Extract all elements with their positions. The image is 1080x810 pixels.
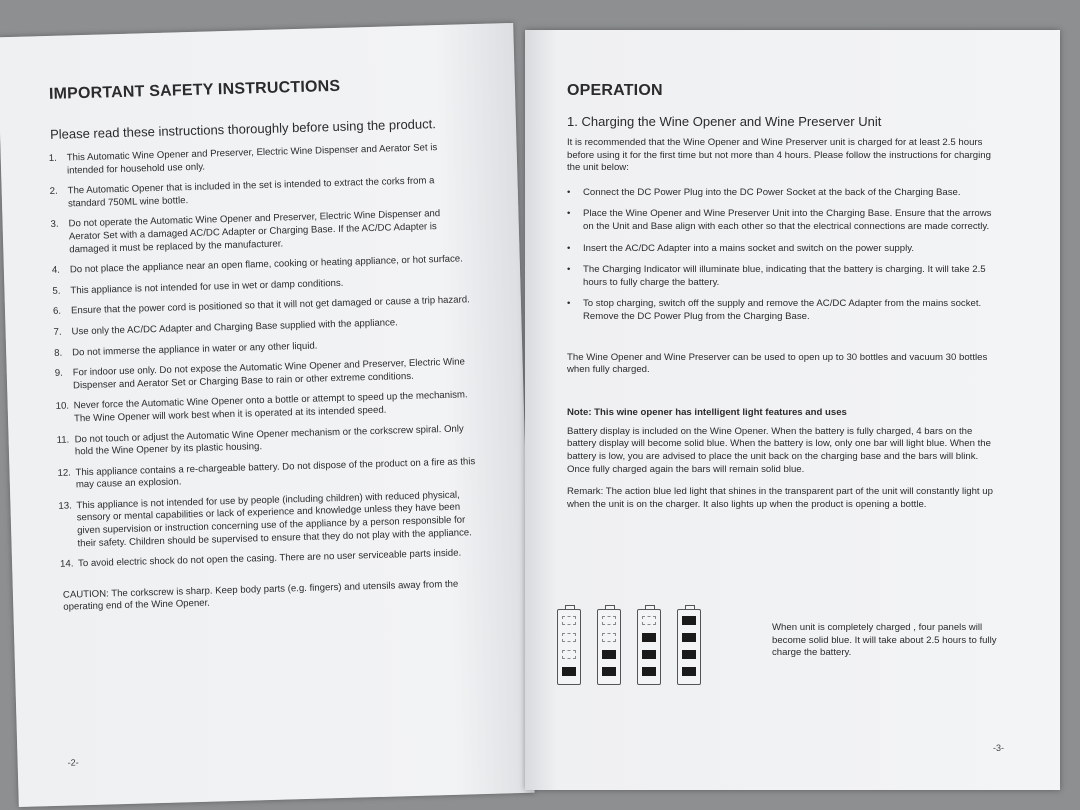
instruction-text: Do not touch or adjust the Automatic Wine Opener mechanism or the corkscrew spiral. Only hold the Wine Opener by its plastic housing. — [74, 422, 464, 458]
battery-bar-filled — [642, 650, 656, 659]
operation-title: OPERATION — [567, 82, 663, 99]
battery-bar-empty — [562, 650, 576, 659]
safety-instruction-item — [54, 356, 478, 393]
safety-instructions-section — [49, 74, 484, 624]
battery-bar-filled — [682, 667, 696, 676]
instruction-number: 7. — [53, 326, 62, 338]
page-number-right: -3- — [993, 743, 1004, 753]
safety-instruction-item — [51, 253, 474, 277]
charging-steps-list — [567, 187, 997, 324]
instruction-text: For indoor use only. Do not expose the Automatic Wine Opener and Preserver, Electric Wine Dispenser and Aerator Set or Charging Base to rain or other extreme conditions. — [72, 356, 466, 392]
instruction-text: Do not immerse the appliance in water or any other liquid. — [72, 340, 318, 358]
caution-text: CAUTION: The corkscrew is sharp. Keep body parts (e.g. fingers) and utensils away from the operating end of the Wine Opener. — [62, 578, 459, 614]
battery-icon — [557, 605, 581, 685]
charging-intro: It is recommended that the Wine Opener and Wine Preserver unit is charged for at least 2.5 hours before using it for the first time but not more than 4 hours. Please follow the instructions for charging the unit below: — [567, 137, 991, 174]
safety-instruction-item — [56, 336, 476, 360]
battery-bar-filled — [642, 633, 656, 642]
left-page — [0, 23, 535, 807]
instruction-number: 9. — [54, 367, 63, 380]
note-title: Note: This wine opener has intelligent light features and uses — [567, 406, 847, 418]
charge-caption: When unit is completely charged , four panels will become solid blue. It will take about 2.5 hours to fully charge the battery. — [772, 622, 997, 659]
charging-section-title: 1. Charging the Wine Opener and Wine Preserver Unit — [567, 114, 882, 129]
safety-instruction-item — [49, 174, 473, 211]
instruction-text: To avoid electric shock do not open the casing. There are no user serviceable parts inside. — [77, 547, 462, 570]
charging-step: • Connect the DC Power Plug into the DC Power Socket at the back of the Charging Base. — [567, 187, 997, 200]
battery-level-illustration — [557, 605, 701, 685]
safety-instruction-item — [48, 141, 472, 178]
charging-step: • The Charging Indicator will illuminate blue, indicating that the battery is charging. It will take 2.5 hours to fully charge the battery. — [567, 264, 997, 289]
page-number-left: -2- — [67, 757, 79, 768]
battery-bar-filled — [682, 633, 696, 642]
safety-instruction-item — [55, 389, 479, 426]
safety-instruction-item — [55, 315, 475, 339]
battery-body — [557, 609, 581, 685]
instruction-number: 8. — [54, 347, 63, 359]
battery-icon — [637, 605, 661, 685]
instruction-number: 1. — [48, 152, 57, 164]
instruction-text: This Automatic Wine Opener and Preserver, Electric Wine Dispenser and Aerator Set is intended for household use only. — [66, 142, 438, 177]
capacity-text: The Wine Opener and Wine Preserver can be used to open up to 30 bottles and vacuum 30 bottles when fully charged. — [567, 351, 988, 376]
instruction-text: This appliance contains a re-chargeable battery. Do not dispose of the product on a fire as this may cause an explosion. — [75, 455, 476, 491]
instruction-number: 3. — [50, 219, 59, 231]
instruction-number: 11. — [56, 434, 70, 446]
safety-instruction-item — [52, 294, 475, 318]
charging-step: • Place the Wine Opener and Wine Preserver Unit into the Charging Base. Ensure that the arrows on the Unit and Base align with each other so that the electrical connections are made correctly. — [567, 208, 997, 233]
charging-step: • Insert the AC/DC Adapter into a mains socket and switch on the power supply. — [567, 243, 997, 256]
battery-bar-filled — [642, 667, 656, 676]
safety-instruction-item — [60, 489, 481, 551]
battery-icon — [597, 605, 621, 685]
safety-instruction-item — [52, 208, 473, 257]
instruction-text: Never force the Automatic Wine Opener onto a bottle or attempt to speed up the mechanism. The Wine Opener will work best when it is operated at its intended speed. — [73, 389, 468, 425]
safety-subtitle: Please read these instructions thoroughly before using the product. — [49, 116, 437, 142]
instruction-text: Do not operate the Automatic Wine Opener and Preserver, Electric Wine Dispenser and Aerator Set with a damaged AC/DC Adapter or Charging Base. If the AC/DC Adapter is damaged it must be replaced by the manufacturer. — [68, 208, 441, 255]
instruction-text: Use only the AC/DC Adapter and Charging Base supplied with the appliance. — [71, 317, 399, 338]
instruction-number: 10. — [55, 400, 70, 413]
remark-text: Remark: The action blue led light that shines in the transparent part of the unit will constantly light up when the unit is on the charger. It also lights up when the product is opening a bottle. — [567, 486, 993, 510]
battery-body — [677, 609, 701, 685]
battery-bar-filled — [602, 650, 616, 659]
battery-display-text: Battery display is included on the Wine Opener. When the battery is fully charged, 4 bars on the battery display will become solid blue. When the battery is low, only one bar will light blue. When the battery is low, you are advised to place the unit back on the charging base and the bars will blink. Once fully charged again the bars will remain solid blue. — [567, 425, 991, 475]
battery-bar-empty — [602, 616, 616, 625]
right-page — [525, 30, 1060, 790]
battery-bar-filled — [682, 616, 696, 625]
battery-bar-filled — [602, 667, 616, 676]
safety-title: IMPORTANT SAFETY INSTRUCTIONS — [48, 77, 341, 103]
instruction-text: Do not place the appliance near an open flame, cooking or heating appliance, or hot surface. — [69, 253, 463, 276]
safety-instruction-list — [48, 141, 483, 571]
instruction-number: 13. — [58, 500, 72, 512]
battery-body — [597, 609, 621, 685]
instruction-number: 5. — [52, 285, 61, 297]
safety-instruction-item — [54, 274, 474, 298]
battery-bar-empty — [562, 616, 576, 625]
battery-icon — [677, 605, 701, 685]
battery-bar-filled — [562, 667, 576, 676]
charging-step: • To stop charging, switch off the supply and remove the AC/DC Adapter from the mains socket. Remove the DC Power Plug from the Charging Base. — [567, 298, 997, 323]
instruction-number: 4. — [51, 264, 61, 277]
safety-instruction-item — [59, 456, 480, 493]
instruction-text: Ensure that the power cord is positioned so that it will not get damaged or cause a trip hazard. — [70, 294, 470, 317]
battery-bar-empty — [602, 633, 616, 642]
battery-body — [637, 609, 661, 685]
safety-instruction-item — [58, 423, 479, 460]
instruction-text: This appliance is not intended for use by people (including children) with reduced physical, sensory or mental capabilities or lack of experience and knowledge unless they have been given supervision or instruction concerning use of the appliance by a person responsible for their safety. Children should be supervised to ensure that they do not play with the appliance. — [76, 489, 472, 549]
safety-instruction-item — [59, 547, 482, 571]
instruction-number: 12. — [57, 467, 72, 479]
instruction-number: 2. — [49, 185, 58, 198]
instruction-text: The Automatic Opener that is included in the set is intended to extract the corks from a standard 750ML wine bottle. — [67, 175, 435, 210]
instruction-number: 14. — [59, 558, 74, 571]
operation-section — [567, 82, 997, 521]
instruction-text: This appliance is not intended for use in wet or damp conditions. — [70, 277, 344, 297]
battery-bar-empty — [642, 616, 656, 625]
battery-bar-filled — [682, 650, 696, 659]
instruction-number: 6. — [52, 306, 62, 318]
battery-bar-empty — [562, 633, 576, 642]
